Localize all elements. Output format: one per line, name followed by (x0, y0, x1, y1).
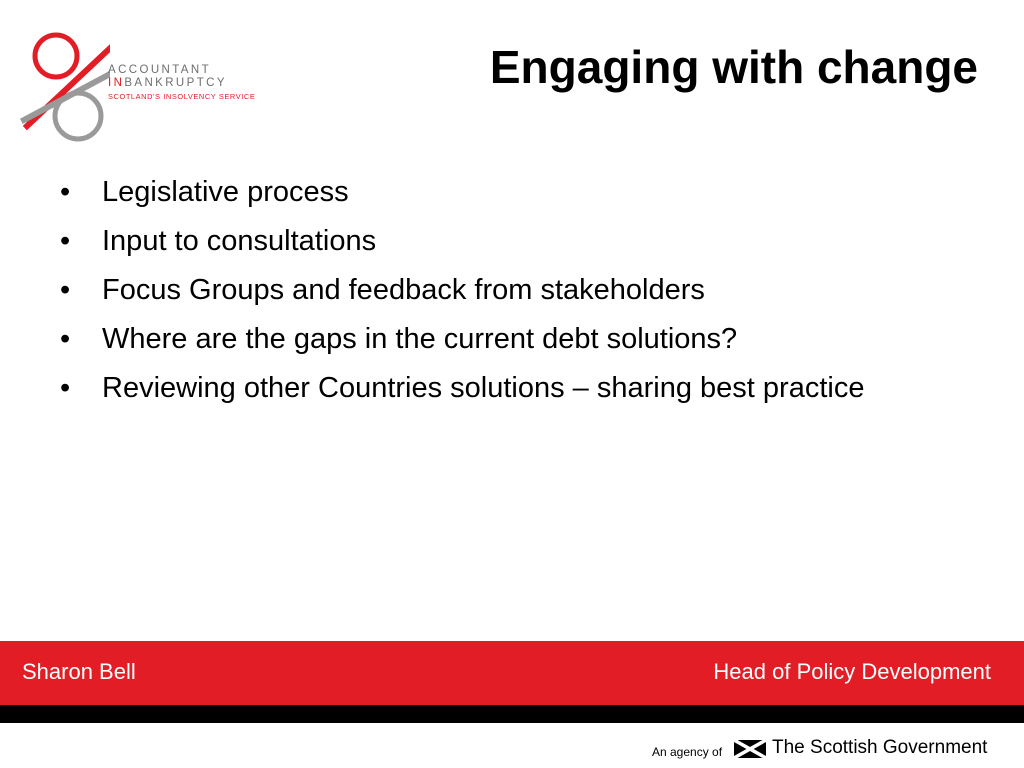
logo-bankruptcy-text: BANKRUPTCY (124, 76, 227, 89)
accountant-in-bankruptcy-logo (20, 28, 280, 148)
slide-title: Engaging with change (489, 41, 978, 93)
bullet-item: • Where are the gaps in the current debt solutions? (58, 319, 918, 359)
agency-label: An agency of (652, 745, 723, 759)
footer-divider (0, 705, 1024, 723)
logo-tagline: SCOTLAND'S INSOLVENCY SERVICE (108, 92, 256, 101)
bullet-item: • Input to consultations (58, 221, 918, 261)
bullet-list (58, 172, 918, 417)
scottish-government-wordmark: The Scottish Government (772, 737, 988, 758)
logo-wordmark (108, 65, 255, 100)
logo-line-bankruptcy (108, 78, 255, 90)
presenter-role: Head of Policy Development (713, 659, 991, 684)
aib-logo-mark-icon (20, 28, 110, 148)
presenter-name: Sharon Bell (22, 659, 136, 684)
logo-line-accountant: ACCOUNTANT (108, 64, 212, 76)
footer-band (0, 641, 1024, 705)
bullet-item: • Focus Groups and feedback from stakeholders (58, 270, 918, 310)
bullet-item: • Legislative process (58, 172, 918, 212)
saltire-flag-icon (734, 740, 766, 758)
logo-in-accent: IN (108, 76, 125, 89)
bullet-item: • Reviewing other Countries solutions – sharing best practice (58, 368, 918, 408)
